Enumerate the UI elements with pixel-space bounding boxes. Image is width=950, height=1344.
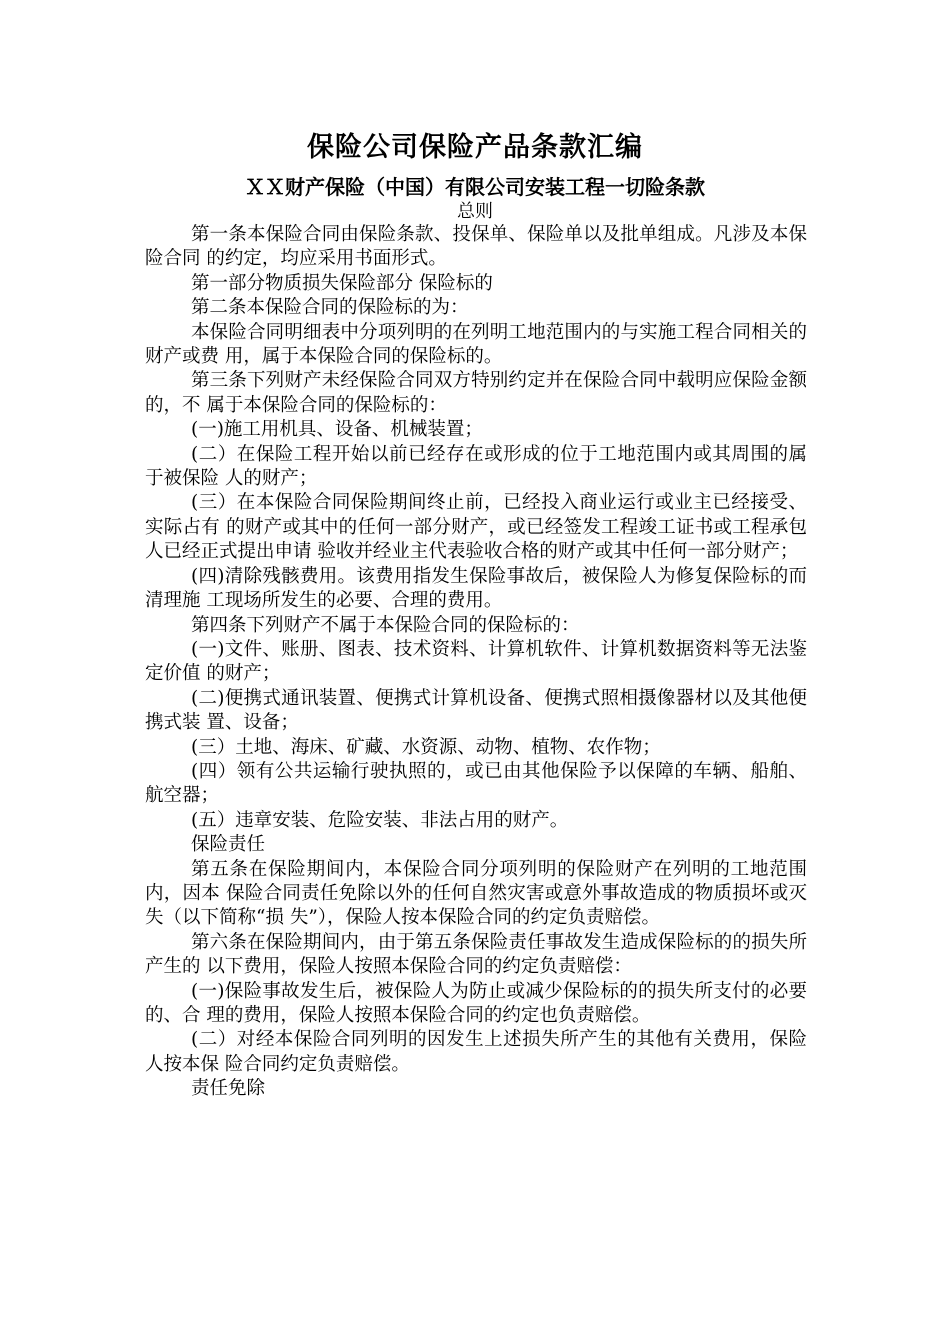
clause-6-item-1: (一)保险事故发生后，被保险人为防止或减少保险标的的损失所支付的必要的、合 理的费用，保险人按照本保险合同的约定也负责赔偿。: [145, 980, 807, 1026]
clause-4-item-1: (一)文件、账册、图表、技术资料、计算机软件、计算机数据资料等无法鉴定价值 的财产；: [145, 638, 807, 685]
clause-2-body: 本保险合同明细表中分项列明的在列明工地范围内的与实施工程合同相关的财产或费 用，属于本保险合同的保险标的。: [145, 321, 807, 368]
clause-3: 第三条下列财产未经保险合同双方特别约定并在保险合同中载明应保险金额的，不 属于本保险合同的保险标的：: [145, 370, 807, 416]
document-subtitle: ＸＸ财产保险（中国）有限公司安装工程一切险条款: [245, 175, 705, 199]
section-heading-exclusions: 责任免除: [191, 1078, 266, 1100]
document-body: [145, 223, 807, 1102]
section-heading-liability: 保险责任: [191, 834, 266, 856]
clause-3-item-1: (一)施工用机具、设备、机械装置；: [191, 419, 483, 441]
clause-6-item-2: (二）对经本保险合同列明的因发生上述损失所产生的其他有关费用，保险人按本保 险合同约定负责赔偿。: [145, 1029, 807, 1075]
document-title: 保险公司保险产品条款汇编: [307, 132, 643, 163]
clause-6: 第六条在保险期间内，由于第五条保险责任事故发生造成保险标的的损失所产生的 以下费用，保险人按照本保险合同的约定负责赔偿：: [145, 931, 807, 978]
clause-4: 第四条下列财产不属于本保险合同的保险标的：: [191, 614, 580, 636]
clause-5: 第五条在保险期间内，本保险合同分项列明的保险财产在列明的工地范围内，因本 保险合同责任免除以外的任何自然灾害或意外事故造成的物质损坏或灭失（以下简称“损 失”），保险人按本保险合同的约定负责赔偿。: [145, 858, 807, 929]
clause-4-item-3: (三）土地、海床、矿藏、水资源、动物、植物、农作物；: [191, 736, 661, 758]
section-heading-general: 总则: [457, 201, 493, 222]
clause-3-item-4: (四)清除残骸费用。该费用指发生保险事故后，被保险人为修复保险标的而清理施 工现场所发生的必要、合理的费用。: [145, 565, 807, 612]
clause-4-item-2: (二)便携式通讯装置、便携式计算机设备、便携式照相摄像器材以及其他便携式装 置、设备；: [145, 687, 807, 734]
clause-3-item-3: (三）在本保险合同保险期间终止前，已经投入商业运行或业主已经接受、实际占有 的财产或其中的任何一部分财产，或已经签发工程竣工证书或工程承包人已经正式提出申请 验收并经业主代表验收合格的财产或其中任何一部分财产；: [145, 492, 807, 563]
part-1-heading: 第一部分物质损失保险部分 保险标的: [191, 272, 493, 294]
clause-4-item-5: (五）违章安装、危险安装、非法占用的财产。: [191, 809, 569, 831]
clause-1: 第一条本保险合同由保险条款、投保单、保险单以及批单组成。凡涉及本保险合同 的约定，均应采用书面形式。: [145, 224, 807, 270]
clause-2: 第二条本保险合同的保险标的为：: [191, 297, 469, 319]
clause-3-item-2: (二）在保险工程开始以前已经存在或形成的位于工地范围内或其周围的属于被保险 人的财产；: [145, 443, 807, 490]
clause-4-item-4: (四）领有公共运输行驶执照的，或已由其他保险予以保障的车辆、船舶、航空器；: [145, 760, 807, 807]
